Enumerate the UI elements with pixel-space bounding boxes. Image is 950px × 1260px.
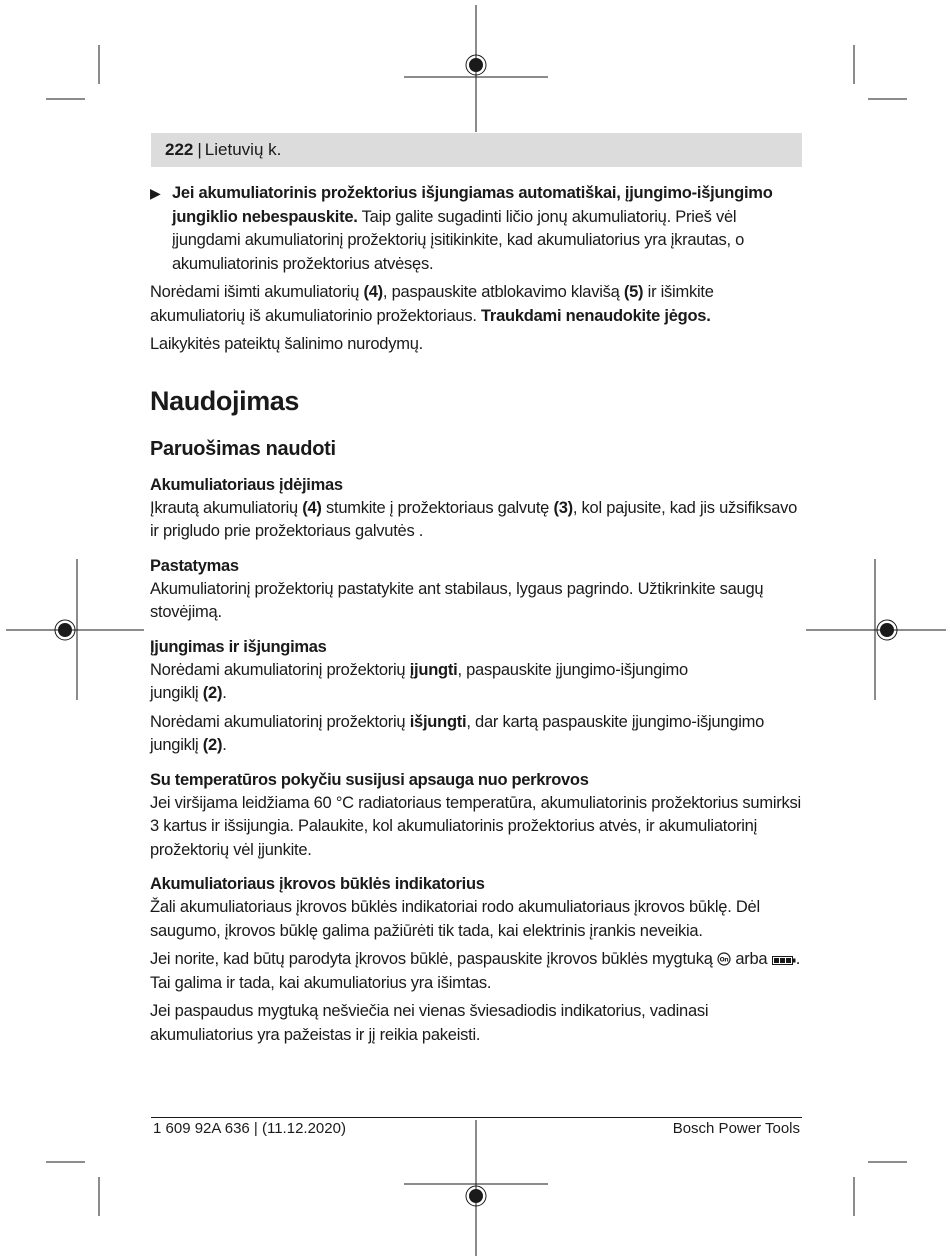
disposal-paragraph: Laikykitės pateiktų šalinimo nurodymų. <box>150 335 423 353</box>
switch-on-end: . <box>222 684 227 702</box>
switch-on-text-2: , paspauskite įjungimo-išjungimo jungiklį <box>150 660 688 702</box>
insert-paragraph <box>150 497 805 544</box>
thermal-heading: Su temperatūros pokyčiu susijusi apsauga nuo perkrovos <box>150 770 589 789</box>
warning-paragraph <box>150 182 805 276</box>
footer-rule <box>151 1117 802 1118</box>
switch-on-bold: įjungti <box>409 660 458 679</box>
charge-paragraph-2 <box>150 948 805 995</box>
power-button-icon <box>717 952 731 966</box>
section-title: Naudojimas <box>150 385 300 416</box>
page-number: 222 <box>165 140 194 159</box>
warning-text: Taip galite sugadinti ličio jonų akumuliatorių. Prieš vėl įjungdami akumuliatorinį prožektorių įsitikinkite, kad akumuliatorius yra įkrautas, o akumuliatorinis prožektorius atvėsęs. <box>172 207 745 273</box>
removal-ref-2: (5) <box>623 283 644 301</box>
subsection-title: Paruošimas naudoti <box>150 437 336 460</box>
insert-ref-2: (3) <box>553 498 573 517</box>
switch-off-end: . <box>222 736 227 754</box>
insert-text-1: Įkrautą akumuliatorių <box>150 498 303 517</box>
battery-icon <box>772 955 796 966</box>
bullet-triangle-icon: ▶ <box>150 185 161 201</box>
insert-ref-1: (4) <box>302 498 322 517</box>
switch-on-paragraph <box>150 659 805 706</box>
charge-text-1: Jei norite, kad būtų parodyta įkrovos būklė, paspauskite įkrovos būklės mygtuką <box>150 950 717 968</box>
charge-heading: Akumuliatoriaus įkrovos būklės indikatorius <box>150 875 485 893</box>
page-content <box>150 182 805 1052</box>
svg-text:On: On <box>719 956 729 964</box>
removal-text-3: ir išimkite akumuliatorių iš akumuliatorinio prožektoriaus. <box>150 283 714 325</box>
charge-text-3: . Tai galima ir tada, kai akumuliatorius yra išimtas. <box>150 950 801 992</box>
switch-off-paragraph <box>150 711 805 758</box>
removal-text-2: , paspauskite atblokavimo klavišą <box>382 283 624 301</box>
switch-on-ref: (2) <box>202 684 223 702</box>
charge-paragraph-3: Jei paspaudus mygtuką nešviečia nei vienas šviesadiodis indikatorius, vadinasi akumuliatorius yra pažeistas ir jį reikia pakeisti. <box>150 1002 709 1044</box>
insert-heading: Akumuliatoriaus įdėjimas <box>150 475 343 494</box>
insert-text-3: , kol pajusite, kad jis užsifiksavo ir prigludo prie prožektoriaus galvutės . <box>150 498 798 540</box>
removal-paragraph <box>150 281 805 328</box>
switch-off-text-1: Norėdami akumuliatorinį prožektorių <box>150 712 410 731</box>
insert-text-2: stumkite į prožektoriaus galvutę <box>321 498 554 517</box>
placement-heading: Pastatymas <box>150 556 239 575</box>
placement-paragraph: Akumuliatorinį prožektorių pastatykite ant stabilaus, lygaus pagrindo. Užtikrinkite saugų stovėjimą. <box>150 579 764 621</box>
footer-brand: Bosch Power Tools <box>672 1120 800 1137</box>
removal-text-1: Norėdami išimti akumuliatorių <box>150 283 364 301</box>
charge-paragraph-1: Žali akumuliatoriaus įkrovos būklės indikatoriai rodo akumuliatoriaus įkrovos būklę. Dėl saugumo, įkrovos būklę galima pažiūrėti tik tada, kai elektrinis įrankis neveikia. <box>150 898 760 940</box>
switch-off-ref: (2) <box>202 736 223 754</box>
removal-ref-1: (4) <box>363 283 383 301</box>
warning-bold-text: Jei akumuliatorinis prožektorius išjungiamas automatiškai, įjungimo-išjungimo jungiklio nebespauskite. <box>172 184 773 226</box>
switch-off-bold: išjungti <box>409 712 467 731</box>
header-language: Lietuvių k. <box>204 140 282 159</box>
footer-document-id: 1 609 92A 636 | (11.12.2020) <box>153 1120 346 1137</box>
switching-heading: Įjungimas ir išjungimas <box>150 637 327 656</box>
removal-bold-text: Traukdami nenaudokite jėgos. <box>481 306 711 325</box>
switch-off-text-2: , dar kartą paspauskite įjungimo-išjungimo jungiklį <box>150 712 765 754</box>
header-separator: | <box>197 140 202 159</box>
switch-on-text-1: Norėdami akumuliatorinį prožektorių <box>150 660 410 679</box>
page-header <box>151 133 802 167</box>
thermal-paragraph: Jei viršijama leidžiama 60 °C radiatoriaus temperatūra, akumuliatorinis prožektorius sumirksi 3 kartus ir išsijungia. Palaukite, kol akumuliatorinis prožektorius atvės, ir akumuliatorinį prožektorių vėl įjunkite. <box>150 793 801 859</box>
charge-text-2: arba <box>730 950 772 968</box>
